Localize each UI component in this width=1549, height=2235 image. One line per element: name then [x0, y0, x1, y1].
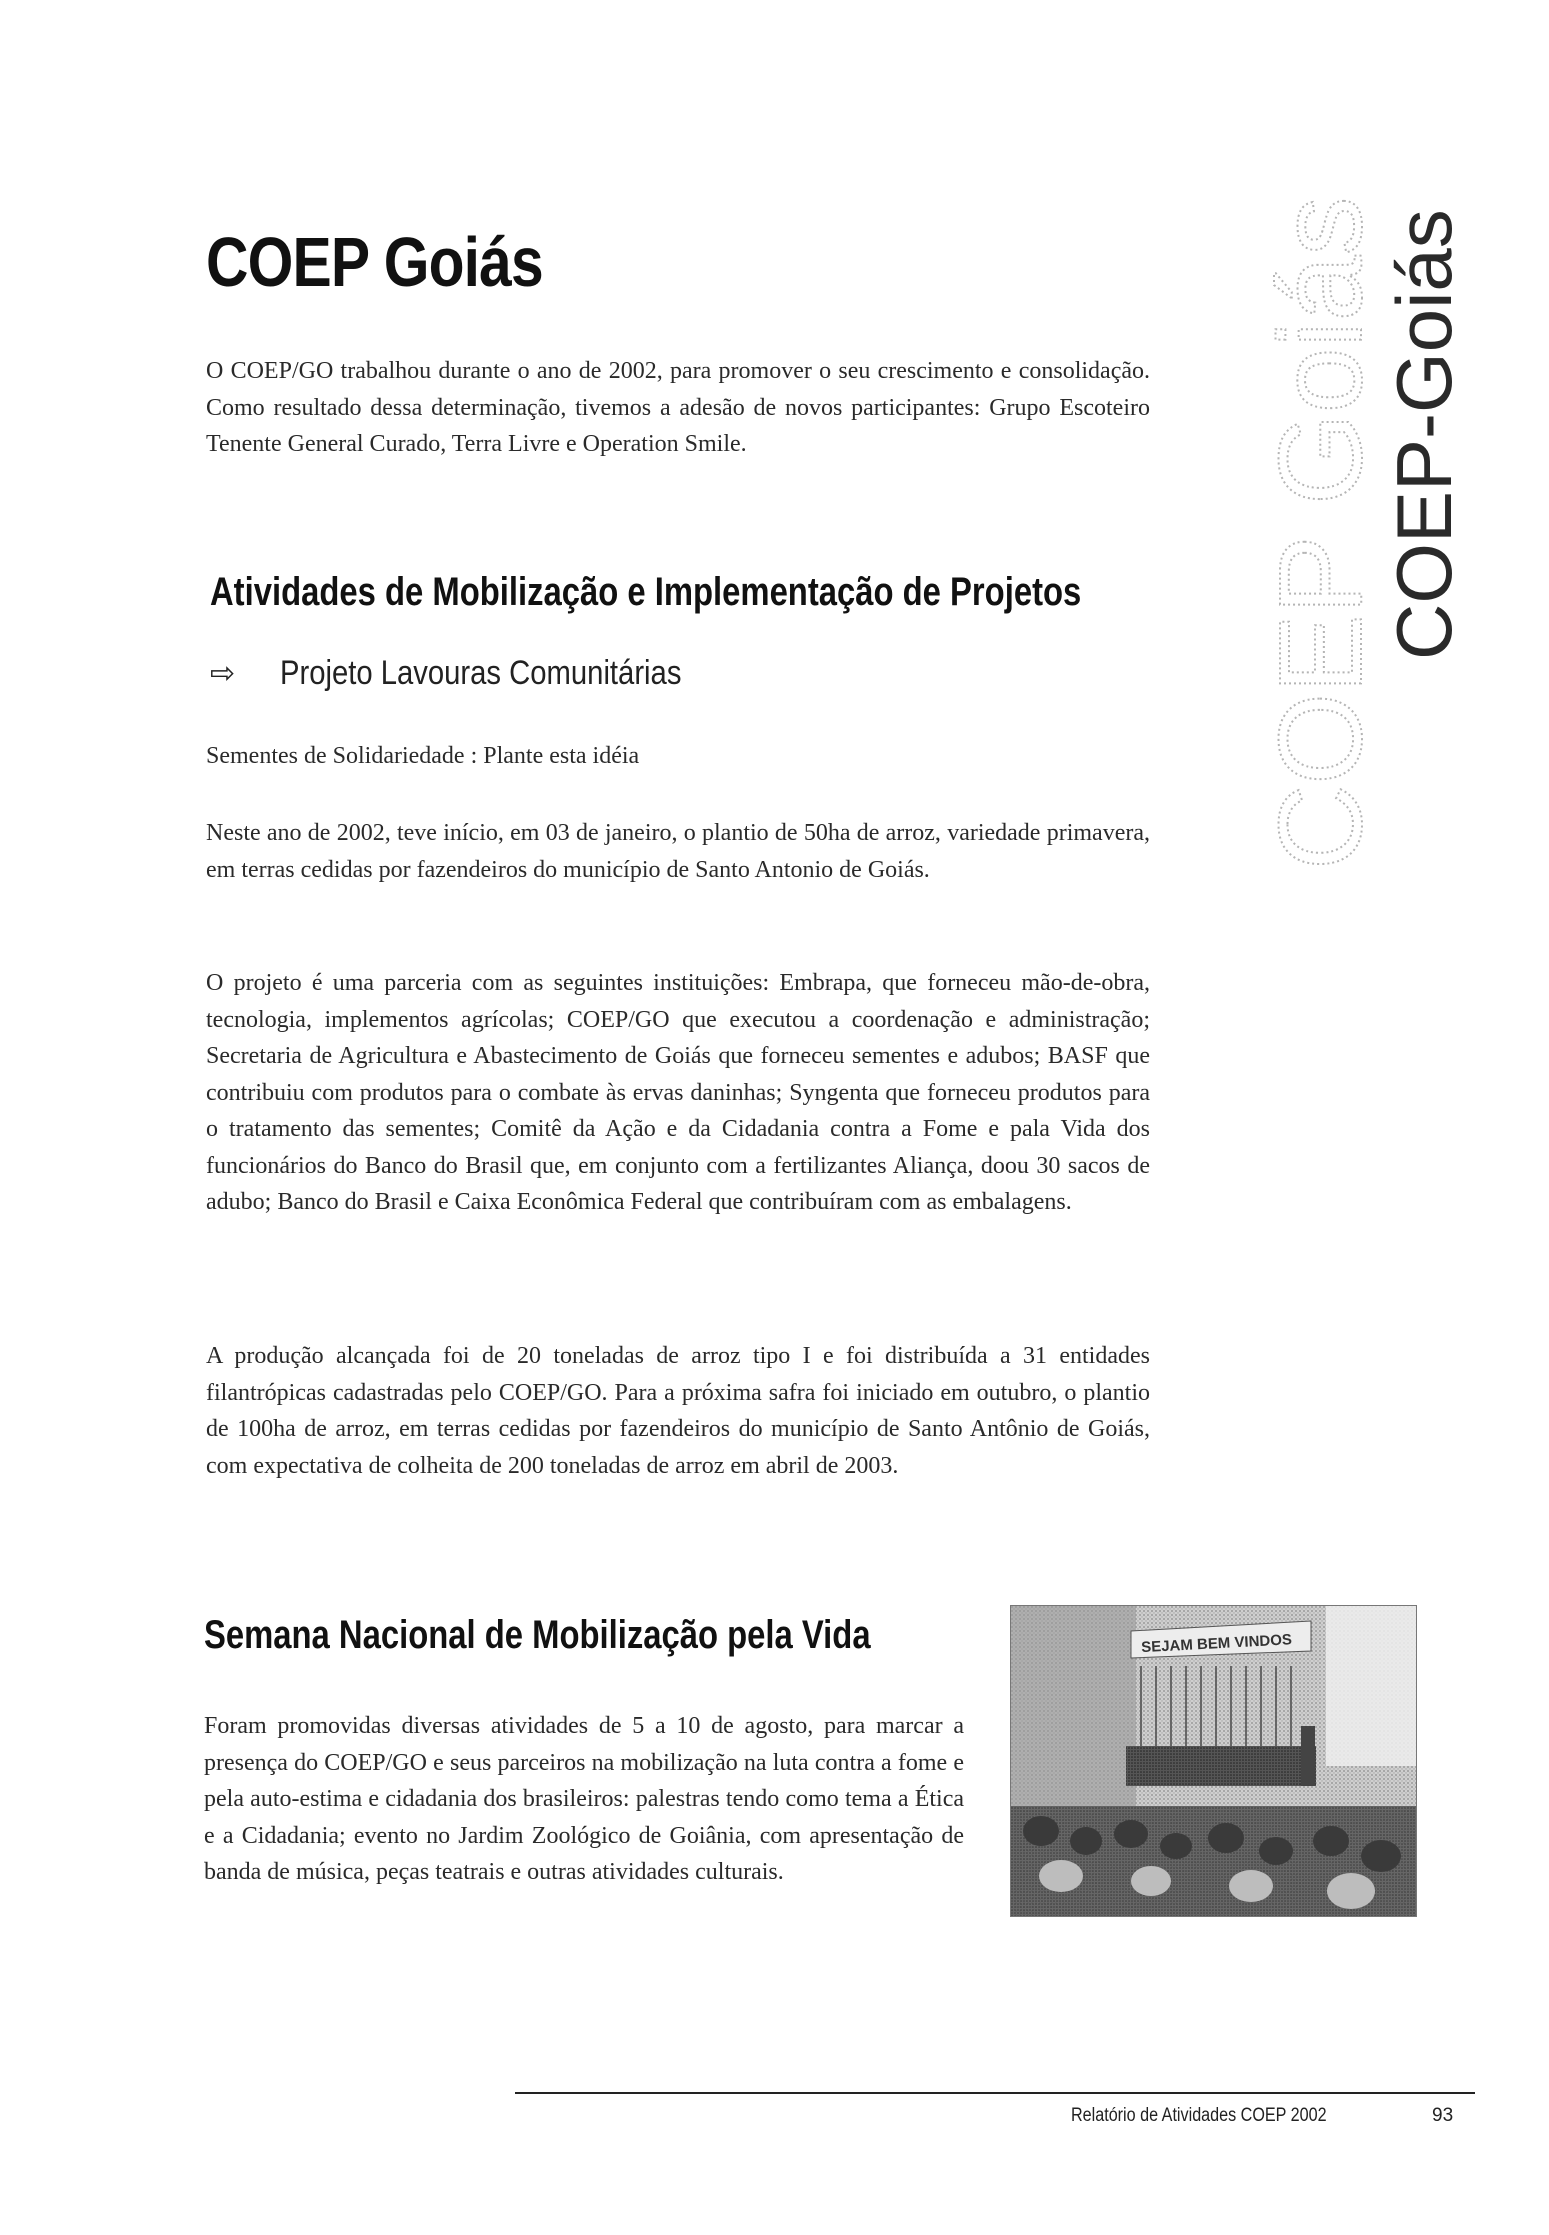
coep-goias-side-logo	[1255, 100, 1468, 870]
paragraph-plantio: Neste ano de 2002, teve início, em 03 de janeiro, o plantio de 50ha de arroz, variedade primavera, em terras cedidas por fazendeiros do município de Santo Antonio de Goiás.	[206, 820, 1150, 883]
paragraph-producao: A produção alcançada foi de 20 toneladas de arroz tipo I e foi distribuída a 31 entidades filantrópicas cadastradas pelo COEP/GO. Para a próxima safra foi iniciado em outubro, o plantio de 100ha de arroz, em terras cedidas por fazendeiros do município de Santo Antônio de Goiás, com expectativa de colheita de 200 toneladas de arroz em abril de 2003.	[206, 1343, 1150, 1479]
subheading-label: Projeto Lavouras Comunitárias	[280, 654, 682, 692]
footer-report-title: Relatório de Atividades COEP 2002	[1071, 2105, 1327, 2126]
intro-paragraph: O COEP/GO trabalhou durante o ano de 2002, para promover o seu crescimento e consolidação. Como resultado dessa determinação, tivemos a adesão de novos participantes: Grupo Escoteiro Tenente General Curado, Terra Livre e Operation Smile.	[206, 358, 1150, 457]
footer-rule	[515, 2092, 1475, 2094]
logo-outline-text: COEP Goiás	[1255, 196, 1387, 870]
logo-solid-text: COEP-Goiás	[1380, 209, 1468, 660]
event-photo	[1010, 1605, 1417, 1917]
subheading-projeto-lavouras	[210, 654, 747, 693]
paragraph-semana: Foram promovidas diversas atividades de 5 a 10 de agosto, para marcar a presença do COEP/GO e seus parceiros na mobilização na luta contra a fome e pela auto-estima e cidadania dos brasileiros: palestras tendo como tema a Ética e a Cidadania; evento no Jardim Zoológico de Goiânia, com apresentação de banda de música, peças teatrais e outras atividades culturais.	[204, 1713, 964, 1885]
section-heading-activities: Atividades de Mobilização e Implementação de Projetos	[210, 570, 1082, 614]
section-heading-semana: Semana Nacional de Mobilização pela Vida	[204, 1613, 871, 1657]
right-arrow-icon: ⇨	[210, 657, 236, 690]
tagline: Sementes de Solidariedade : Plante esta idéia	[206, 743, 640, 769]
page-number: 93	[1432, 2105, 1454, 2126]
banner-text: SEJAM BEM VINDOS	[1140, 1631, 1293, 1657]
page-title: COEP Goiás	[206, 223, 543, 301]
paragraph-parceria: O projeto é uma parceria com as seguintes instituições: Embrapa, que forneceu mão-de-obra, tecnologia, implementos agrícolas; COEP/GO que executou a coordenação e administração; Secretaria de Agricultura e Abastecimento de Goiás que forneceu sementes e adubos; BASF que contribuiu com produtos para o combate às ervas daninhas; Syngenta que forneceu produtos para o tratamento das sementes; Comitê da Ação e da Cidadania contra a Fome e pala Vida dos funcionários do Banco do Brasil que, em conjunto com a fertilizantes Aliança, doou 30 sacos de adubo; Banco do Brasil e Caixa Econômica Federal que contribuíram com as embalagens.	[206, 970, 1150, 1215]
